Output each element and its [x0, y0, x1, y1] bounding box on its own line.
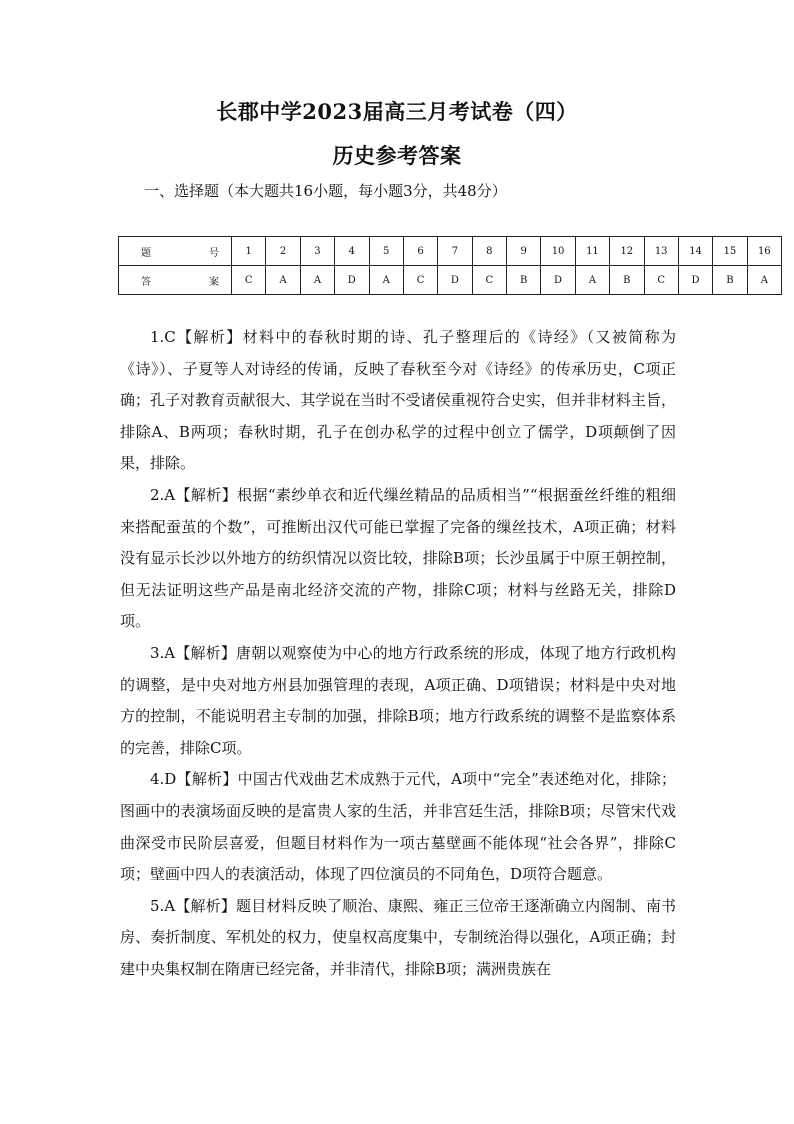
question-number-label: 题 号 — [119, 237, 232, 266]
page-subtitle: 历史参考答案 — [332, 143, 462, 168]
question-number: 2 — [266, 237, 300, 266]
question-number: 4 — [335, 237, 369, 266]
question-number-row — [119, 237, 782, 266]
answer-label: 答 案 — [119, 266, 232, 295]
section-heading: 一、选择题（本大题共16小题，每小题3分，共48分） — [144, 182, 507, 200]
explanation-paragraph: 2.A【解析】根据“素纱单衣和近代缫丝精品的品质相当”“根据蚕丝纤维的粗细来搭配蚕茧的个数”，可推断出汉代可能已掌握了完备的缫丝技术，A项正确；材料没有显示长沙以外地方的纺织情况以资比较，排除B项；长沙虽属于中原王朝控制，但无法证明这些产品是南北经济交流的产物，排除C项；材料与丝路无关，排除D项。 — [120, 485, 676, 631]
question-number: 12 — [610, 237, 644, 266]
question-number: 3 — [300, 237, 334, 266]
answer-cell: C — [644, 266, 678, 295]
answer-row — [119, 266, 782, 295]
answer-cell: A — [369, 266, 403, 295]
explanation-paragraph: 5.A【解析】题目材料反映了顺治、康熙、雍正三位帝王逐渐确立内阁制、南书房、奏折制度、军机处的权力，使皇权高度集中，专制统治得以强化，A项正确；封建中央集权制在隋唐已经完备，并非清代，排除B项；满洲贵族在 — [120, 896, 676, 978]
question-number: 7 — [438, 237, 472, 266]
question-number: 16 — [747, 237, 781, 266]
question-number: 15 — [713, 237, 747, 266]
answer-cell: B — [610, 266, 644, 295]
answer-cell: D — [335, 266, 369, 295]
question-number: 11 — [575, 237, 609, 266]
question-number: 9 — [507, 237, 541, 266]
answer-cell: A — [747, 266, 781, 295]
question-number: 6 — [403, 237, 437, 266]
explanation-paragraph: 3.A【解析】唐朝以观察使为中心的地方行政系统的形成，体现了地方行政机构的调整，是中央对地方州县加强管理的表现，A项正确、D项错误；材料是中央对地方的控制，不能说明君主专制的加强，排除B项；地方行政系统的调整不是监察体系的完善，排除C项。 — [120, 643, 676, 757]
question-number: 13 — [644, 237, 678, 266]
page-title: 长郡中学2023届高三月考试卷（四） — [216, 99, 578, 124]
answer-cell: C — [232, 266, 266, 295]
answer-cell: C — [472, 266, 506, 295]
answer-cell: A — [266, 266, 300, 295]
question-number: 10 — [541, 237, 575, 266]
explanation-paragraph: 4.D【解析】中国古代戏曲艺术成熟于元代，A项中“完全”表述绝对化，排除；图画中的表演场面反映的是富贵人家的生活，并非宫廷生活，排除B项；尽管宋代戏曲深受市民阶层喜爱，但题目材料作为一项古墓壁画不能体现“社会各界”，排除C项；壁画中四人的表演活动，体现了四位演员的不同角色，D项符合题意。 — [120, 770, 676, 884]
answer-cell: D — [541, 266, 575, 295]
answer-cell: D — [438, 266, 472, 295]
answer-table — [118, 236, 782, 295]
explanations — [120, 322, 676, 985]
answer-cell: A — [300, 266, 334, 295]
answer-cell: B — [713, 266, 747, 295]
answer-cell: B — [507, 266, 541, 295]
question-number: 1 — [232, 237, 266, 266]
question-number: 8 — [472, 237, 506, 266]
question-number: 5 — [369, 237, 403, 266]
answer-cell: D — [678, 266, 712, 295]
explanation-paragraph: 1.C【解析】材料中的春秋时期的诗、孔子整理后的《诗经》（又被简称为《诗》）、子夏等人对诗经的传诵，反映了春秋至今对《诗经》的传承历史，C项正确；孔子对教育贡献很大、其学说在当时不受诸侯重视符合史实，但并非材料主旨，排除A、B两项；春秋时期，孔子在创办私学的过程中创立了儒学，D项颠倒了因果，排除。 — [120, 328, 676, 473]
question-number: 14 — [678, 237, 712, 266]
answer-cell: C — [403, 266, 437, 295]
answer-cell: A — [575, 266, 609, 295]
